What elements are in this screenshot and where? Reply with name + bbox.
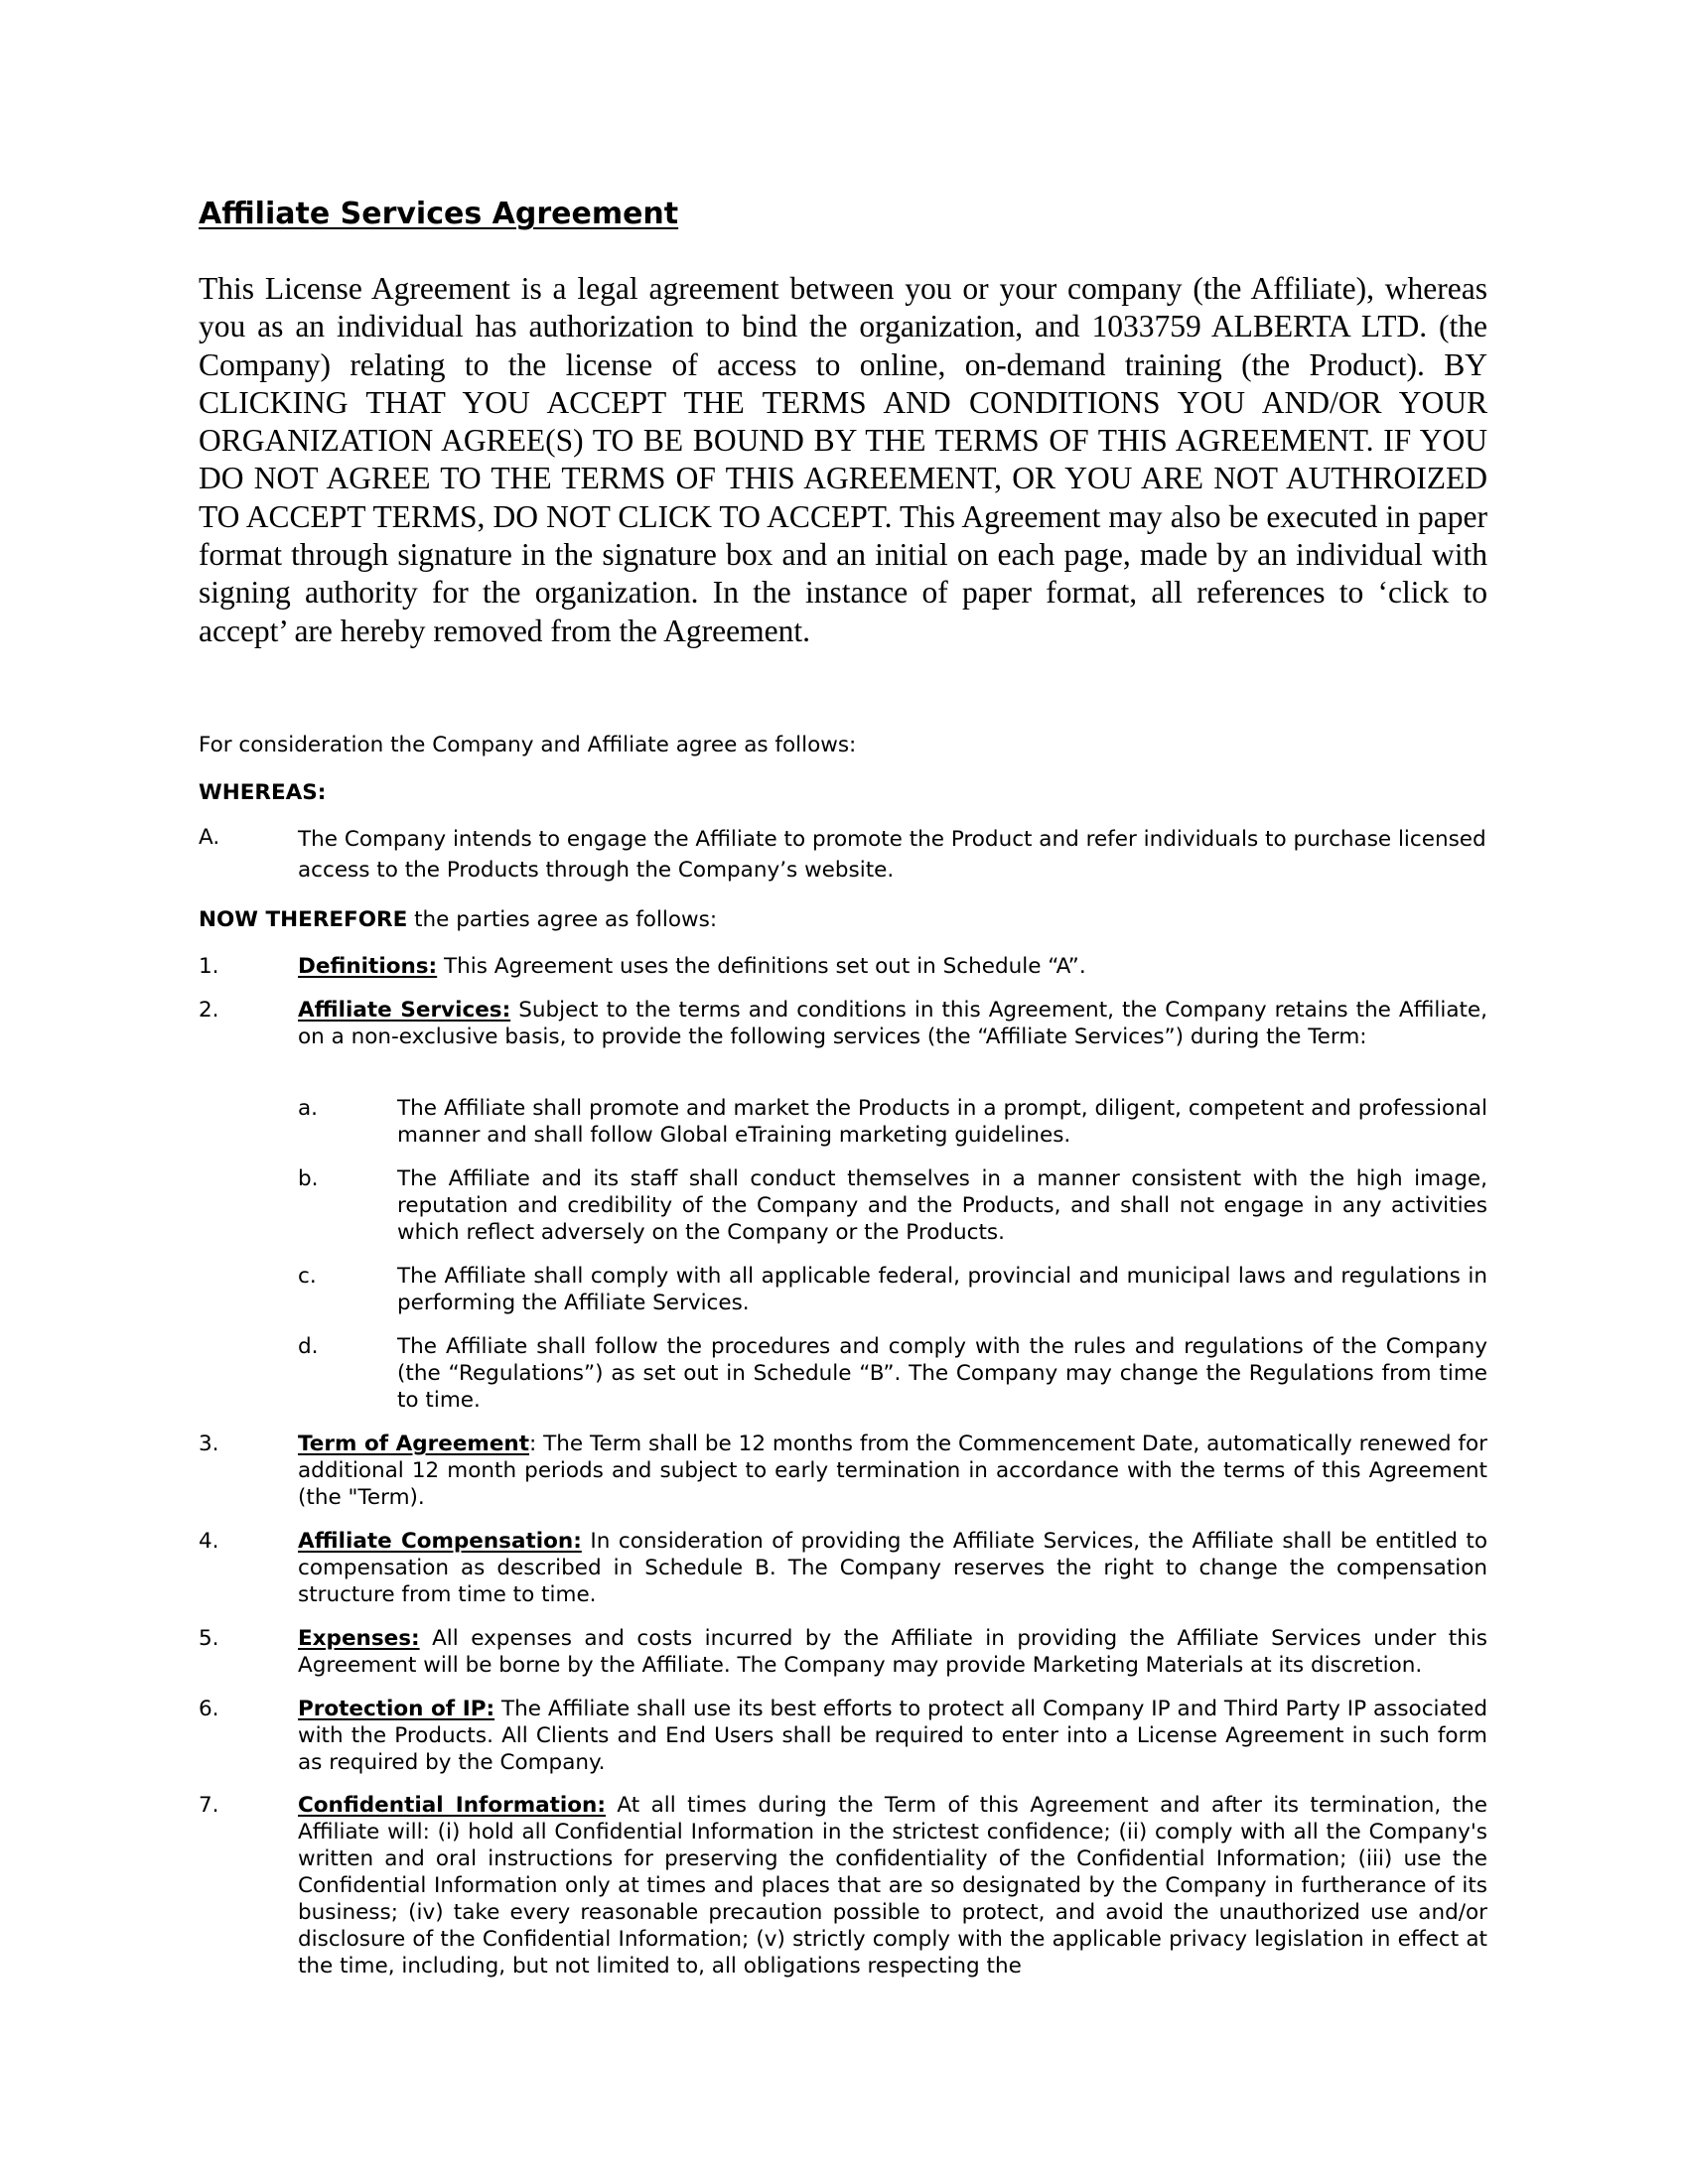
consideration-line: For consideration the Company and Affiliate agree as follows: (199, 733, 857, 757)
subclause-text: The Affiliate shall follow the procedures and comply with the rules and regulations of the Company (the “Regulations”) as set out in Schedule “B”. The Company may change the Regulations from time to time. (397, 1334, 1487, 1413)
subclause-text: The Affiliate shall comply with all applicable federal, provincial and municipal laws and regulations in performing the Affiliate Services. (397, 1264, 1487, 1315)
clause-marker: 1. (199, 954, 219, 979)
clause-5 (199, 1625, 1487, 1679)
subclause-marker: b. (298, 1166, 319, 1191)
clause-body (298, 1625, 1487, 1679)
clause-heading: Confidential Information: (298, 1793, 606, 1818)
clause-text: : The Term shall be 12 months from the Commencement Date, automatically renewed for additional 12 month periods and subject to early termination in accordance with the terms of this Agreement (the "Term). (298, 1432, 1487, 1510)
clause-7 (199, 1792, 1487, 1979)
subclause-c (298, 1263, 1487, 1316)
clause-body (298, 997, 1487, 1050)
clause-marker: 3. (199, 1432, 219, 1456)
subclause-a (298, 1095, 1487, 1149)
clause-body (298, 1696, 1487, 1776)
now-therefore-line (199, 906, 717, 933)
clause-body (298, 1431, 1487, 1511)
now-therefore-rest: the parties agree as follows: (407, 907, 718, 932)
clause-heading: Protection of IP: (298, 1697, 495, 1721)
clause-1 (199, 953, 1487, 980)
clause-heading: Term of Agreement (298, 1432, 529, 1456)
subclause-marker: c. (298, 1264, 317, 1289)
subclause-text: The Affiliate shall promote and market the Products in a prompt, diligent, competent and professional manner and shall follow Global eTraining marketing guidelines. (397, 1096, 1487, 1148)
clause-body (298, 1528, 1487, 1608)
subclause-marker: a. (298, 1096, 319, 1121)
clause-marker: 7. (199, 1793, 219, 1818)
clause-text: This Agreement uses the definitions set out in Schedule “A”. (437, 954, 1086, 979)
clause-text: The Affiliate shall use its best efforts to protect all Company IP and Third Party IP associated with the Products. All Clients and End Users shall be required to enter into a License Agreement in such form as required by the Company. (298, 1697, 1487, 1775)
clause-heading: Affiliate Compensation: (298, 1529, 582, 1554)
recital-text: The Company intends to engage the Affiliate to promote the Product and refer individuals to purchase licensed access to the Products through the Company’s website. (298, 827, 1486, 883)
clause-text: All expenses and costs incurred by the Affiliate in providing the Affiliate Services under this Agreement will be borne by the Affiliate. The Company may provide Marketing Materials at its discretion. (298, 1626, 1487, 1678)
clause-marker: 2. (199, 998, 219, 1023)
whereas-heading: WHEREAS: (199, 780, 327, 805)
now-therefore-bold: NOW THEREFORE (199, 907, 408, 932)
clause-text: In consideration of providing the Affiliate Services, the Affiliate shall be entitled to compensation as described in Schedule B. The Company reserves the right to change the compensation structure from time to time. (298, 1529, 1487, 1607)
clause-4 (199, 1528, 1487, 1608)
clause-3 (199, 1431, 1487, 1511)
intro-paragraph: This License Agreement is a legal agreement between you or your company (the Affiliate), whereas you as an individual has authorization to bind the organization, and 1033759 ALBERTA LTD. (the Company) relating to the license of access to online, on-demand training (the Product). BY CLICKING THAT YOU ACCEPT THE TERMS AND CONDITIONS YOU AND/OR YOUR ORGANIZATION AGREE(S) TO BE BOUND BY THE TERMS OF THIS AGREEMENT. IF YOU DO NOT AGREE TO THE TERMS OF THIS AGREEMENT, OR YOU ARE NOT AUTHROIZED TO ACCEPT TERMS, DO NOT CLICK TO ACCEPT. This Agreement may also be executed in paper format through signature in the signature box and an initial on each page, made by an individual with signing authority for the organization. In the instance of paper format, all references to ‘click to accept’ are hereby removed from the Agreement. (199, 271, 1487, 648)
document-title: Affiliate Services Agreement (199, 197, 679, 231)
clause-marker: 4. (199, 1529, 219, 1554)
clause-text: At all times during the Term of this Agreement and after its termination, the Affiliate will: (i) hold all Confidential Information in the strictest confidence; (ii) comply with all the Company's written and oral instructions for preserving the confidentiality of the Confidential Information; (iii) use the Confidential Information only at times and places that are so designated by the Company in furtherance of its business; (iv) take every reasonable precaution possible to protect, and avoid the unauthorized use and/or disclosure of the Confidential Information; (v) strictly comply with the applicable privacy legislation in effect at the time, including, but not limited to, all obligations respecting the (298, 1793, 1487, 1979)
clause-6 (199, 1696, 1487, 1776)
subclause-b (298, 1165, 1487, 1246)
clause-text: Subject to the terms and conditions in this Agreement, the Company retains the Affiliate, on a non-exclusive basis, to provide the following services (the “Affiliate Services”) during the Term: (298, 998, 1487, 1049)
subclause-marker: d. (298, 1334, 319, 1359)
clause-2 (199, 997, 1487, 1050)
clause-heading: Expenses: (298, 1626, 420, 1651)
recital-a (199, 824, 1487, 886)
clause-heading: Affiliate Services: (298, 998, 511, 1023)
clause-marker: 5. (199, 1626, 219, 1651)
clause-marker: 6. (199, 1697, 219, 1721)
subclause-d (298, 1333, 1487, 1414)
recital-marker: A. (199, 825, 220, 850)
subclause-text: The Affiliate and its staff shall conduct themselves in a manner consistent with the high image, reputation and credibility of the Company and the Products, and shall not engage in any activities which reflect adversely on the Company or the Products. (397, 1166, 1487, 1245)
clause-body (298, 953, 1487, 980)
clause-heading: Definitions: (298, 954, 438, 979)
clause-body (298, 1792, 1487, 1979)
